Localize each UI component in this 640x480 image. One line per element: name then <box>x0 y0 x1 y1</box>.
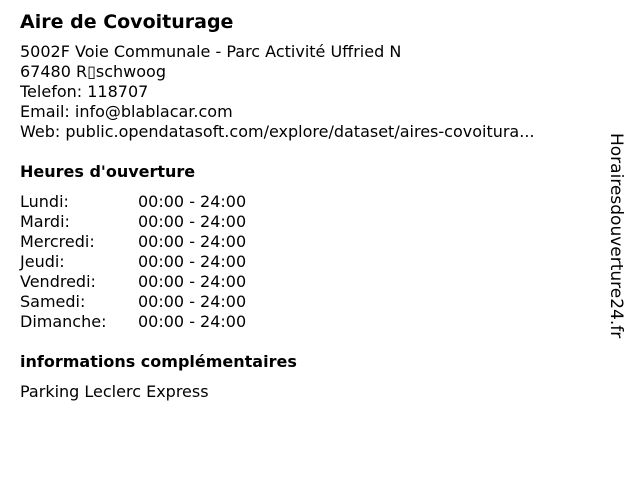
opening-hours-table <box>20 192 600 332</box>
time-range: 00:00 - 24:00 <box>138 272 247 291</box>
day-label: Vendredi: <box>20 272 96 291</box>
email-line: Email: info@blablacar.com <box>20 102 233 121</box>
time-range: 00:00 - 24:00 <box>138 212 247 231</box>
hours-row-monday <box>20 192 600 212</box>
place-title: Aire de Covoiturage <box>20 11 234 33</box>
time-range: 00:00 - 24:00 <box>138 252 247 271</box>
hours-row-sunday <box>20 312 600 332</box>
additional-info-text: Parking Leclerc Express <box>20 382 209 401</box>
day-label: Dimanche: <box>20 312 107 331</box>
city-line: 67480 R▯schwoog <box>20 62 166 81</box>
additional-info-heading: informations complémentaires <box>20 352 297 371</box>
hours-row-tuesday <box>20 212 600 232</box>
day-label: Mercredi: <box>20 232 95 251</box>
opening-hours-heading: Heures d'ouverture <box>20 162 196 181</box>
address-line: 5002F Voie Communale - Parc Activité Uffried N <box>20 42 402 61</box>
phone-line: Telefon: 118707 <box>20 82 149 101</box>
time-range: 00:00 - 24:00 <box>138 192 247 211</box>
time-range: 00:00 - 24:00 <box>138 312 247 331</box>
hours-row-thursday <box>20 252 600 272</box>
hours-row-friday <box>20 272 600 292</box>
time-range: 00:00 - 24:00 <box>138 292 247 311</box>
day-label: Lundi: <box>20 192 69 211</box>
hours-row-wednesday <box>20 232 600 252</box>
day-label: Samedi: <box>20 292 86 311</box>
time-range: 00:00 - 24:00 <box>138 232 247 251</box>
site-watermark: Horairesdouverture24.fr <box>606 133 626 339</box>
day-label: Mardi: <box>20 212 70 231</box>
web-line: Web: public.opendatasoft.com/explore/dataset/aires-covoitura... <box>20 122 535 141</box>
contact-details <box>20 42 600 142</box>
hours-row-saturday <box>20 292 600 312</box>
day-label: Jeudi: <box>20 252 65 271</box>
place-card <box>20 10 600 402</box>
